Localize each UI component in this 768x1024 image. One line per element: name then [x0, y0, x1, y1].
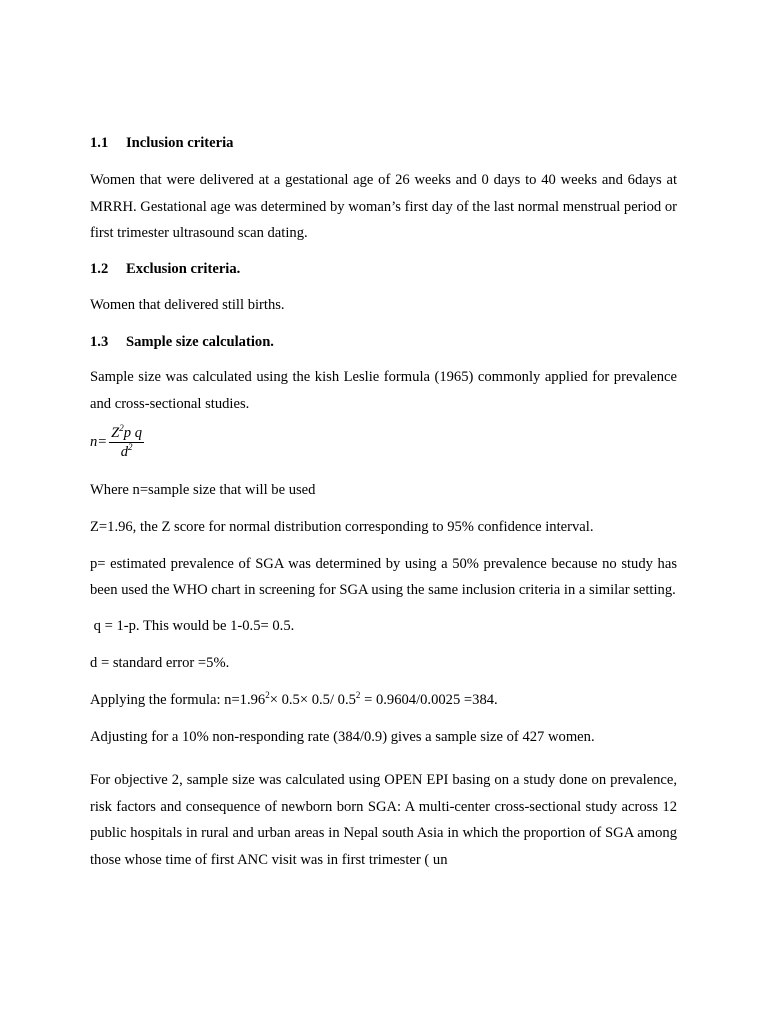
formula-z: Z: [111, 424, 120, 441]
objective2-paragraph: For objective 2, sample size was calculated using OPEN EPI basing on a study done on prevalence, risk factors and consequence of newborn born SGA: A multi-center cross-sectional study across 12 public hospitals in rural and urban areas in Nepal south Asia in which the proportion of SGA among those whose time of first ANC visit was in first trimester ( un: [90, 771, 677, 869]
inclusion-paragraph: Women that were delivered at a gestational age of 26 weeks and 0 days to 40 weeks and 6days at MRRH. Gestational age was determined by woman’s first day of the last normal menstrual period or first trimester ultrasound scan dating.: [90, 172, 677, 242]
adjusting-paragraph: Adjusting for a 10% non-responding rate (384/0.9) gives a sample size of 427 women.: [90, 728, 595, 745]
formula-lhs: n=: [90, 434, 108, 451]
q-text: q = 1-p. This would be 1-0.5= 0.5.: [90, 617, 295, 634]
p-definition: p= estimated prevalence of SGA was determined by using a 50% prevalence because no study has been used the WHO chart in screening for SGA using the same inclusion criteria in a similar setting.: [90, 555, 677, 599]
q-definition: [90, 614, 677, 638]
section-number: 1.3: [90, 334, 109, 351]
section-heading-inclusion: [90, 131, 677, 155]
sample-size-intro: Sample size was calculated using the kish Leslie formula (1965) commonly applied for prevalence and cross-sectional studies.: [90, 369, 677, 412]
section-heading-exclusion: [90, 257, 677, 281]
applying-part1: Applying the formula: n=1.96: [90, 691, 266, 708]
formula-denominator: [121, 443, 133, 461]
d-definition: d = standard error =5%.: [90, 654, 230, 671]
section-heading-sample-size: [90, 330, 677, 354]
document-page: [90, 131, 677, 874]
applying-part3: = 0.9604/0.0025 =384.: [360, 691, 498, 708]
applying-part2: × 0.5× 0.5/ 0.5: [269, 691, 356, 708]
applying-formula: [90, 688, 677, 712]
section-title: Inclusion criteria: [126, 135, 234, 151]
formula-z-exponent: 2: [119, 422, 124, 433]
section-title: Exclusion criteria.: [126, 261, 241, 278]
exclusion-paragraph: Women that delivered still births.: [90, 297, 285, 314]
section-title: Sample size calculation.: [126, 334, 274, 351]
section-number: 1.2: [90, 261, 109, 278]
z-definition: Z=1.96, the Z score for normal distribution corresponding to 95% confidence interval.: [90, 518, 594, 535]
where-n-line: Where n=sample size that will be used: [90, 481, 316, 498]
formula-fraction: [109, 422, 144, 461]
kish-leslie-formula: [90, 420, 677, 466]
applying-exponent1: 2: [265, 690, 270, 701]
formula-d: d: [120, 443, 128, 460]
formula-pq: p q: [123, 424, 143, 441]
formula-numerator: [109, 422, 144, 443]
applying-exponent2: 2: [355, 690, 361, 701]
section-number: 1.1: [90, 135, 109, 151]
formula-d-exponent: 2: [127, 441, 133, 452]
